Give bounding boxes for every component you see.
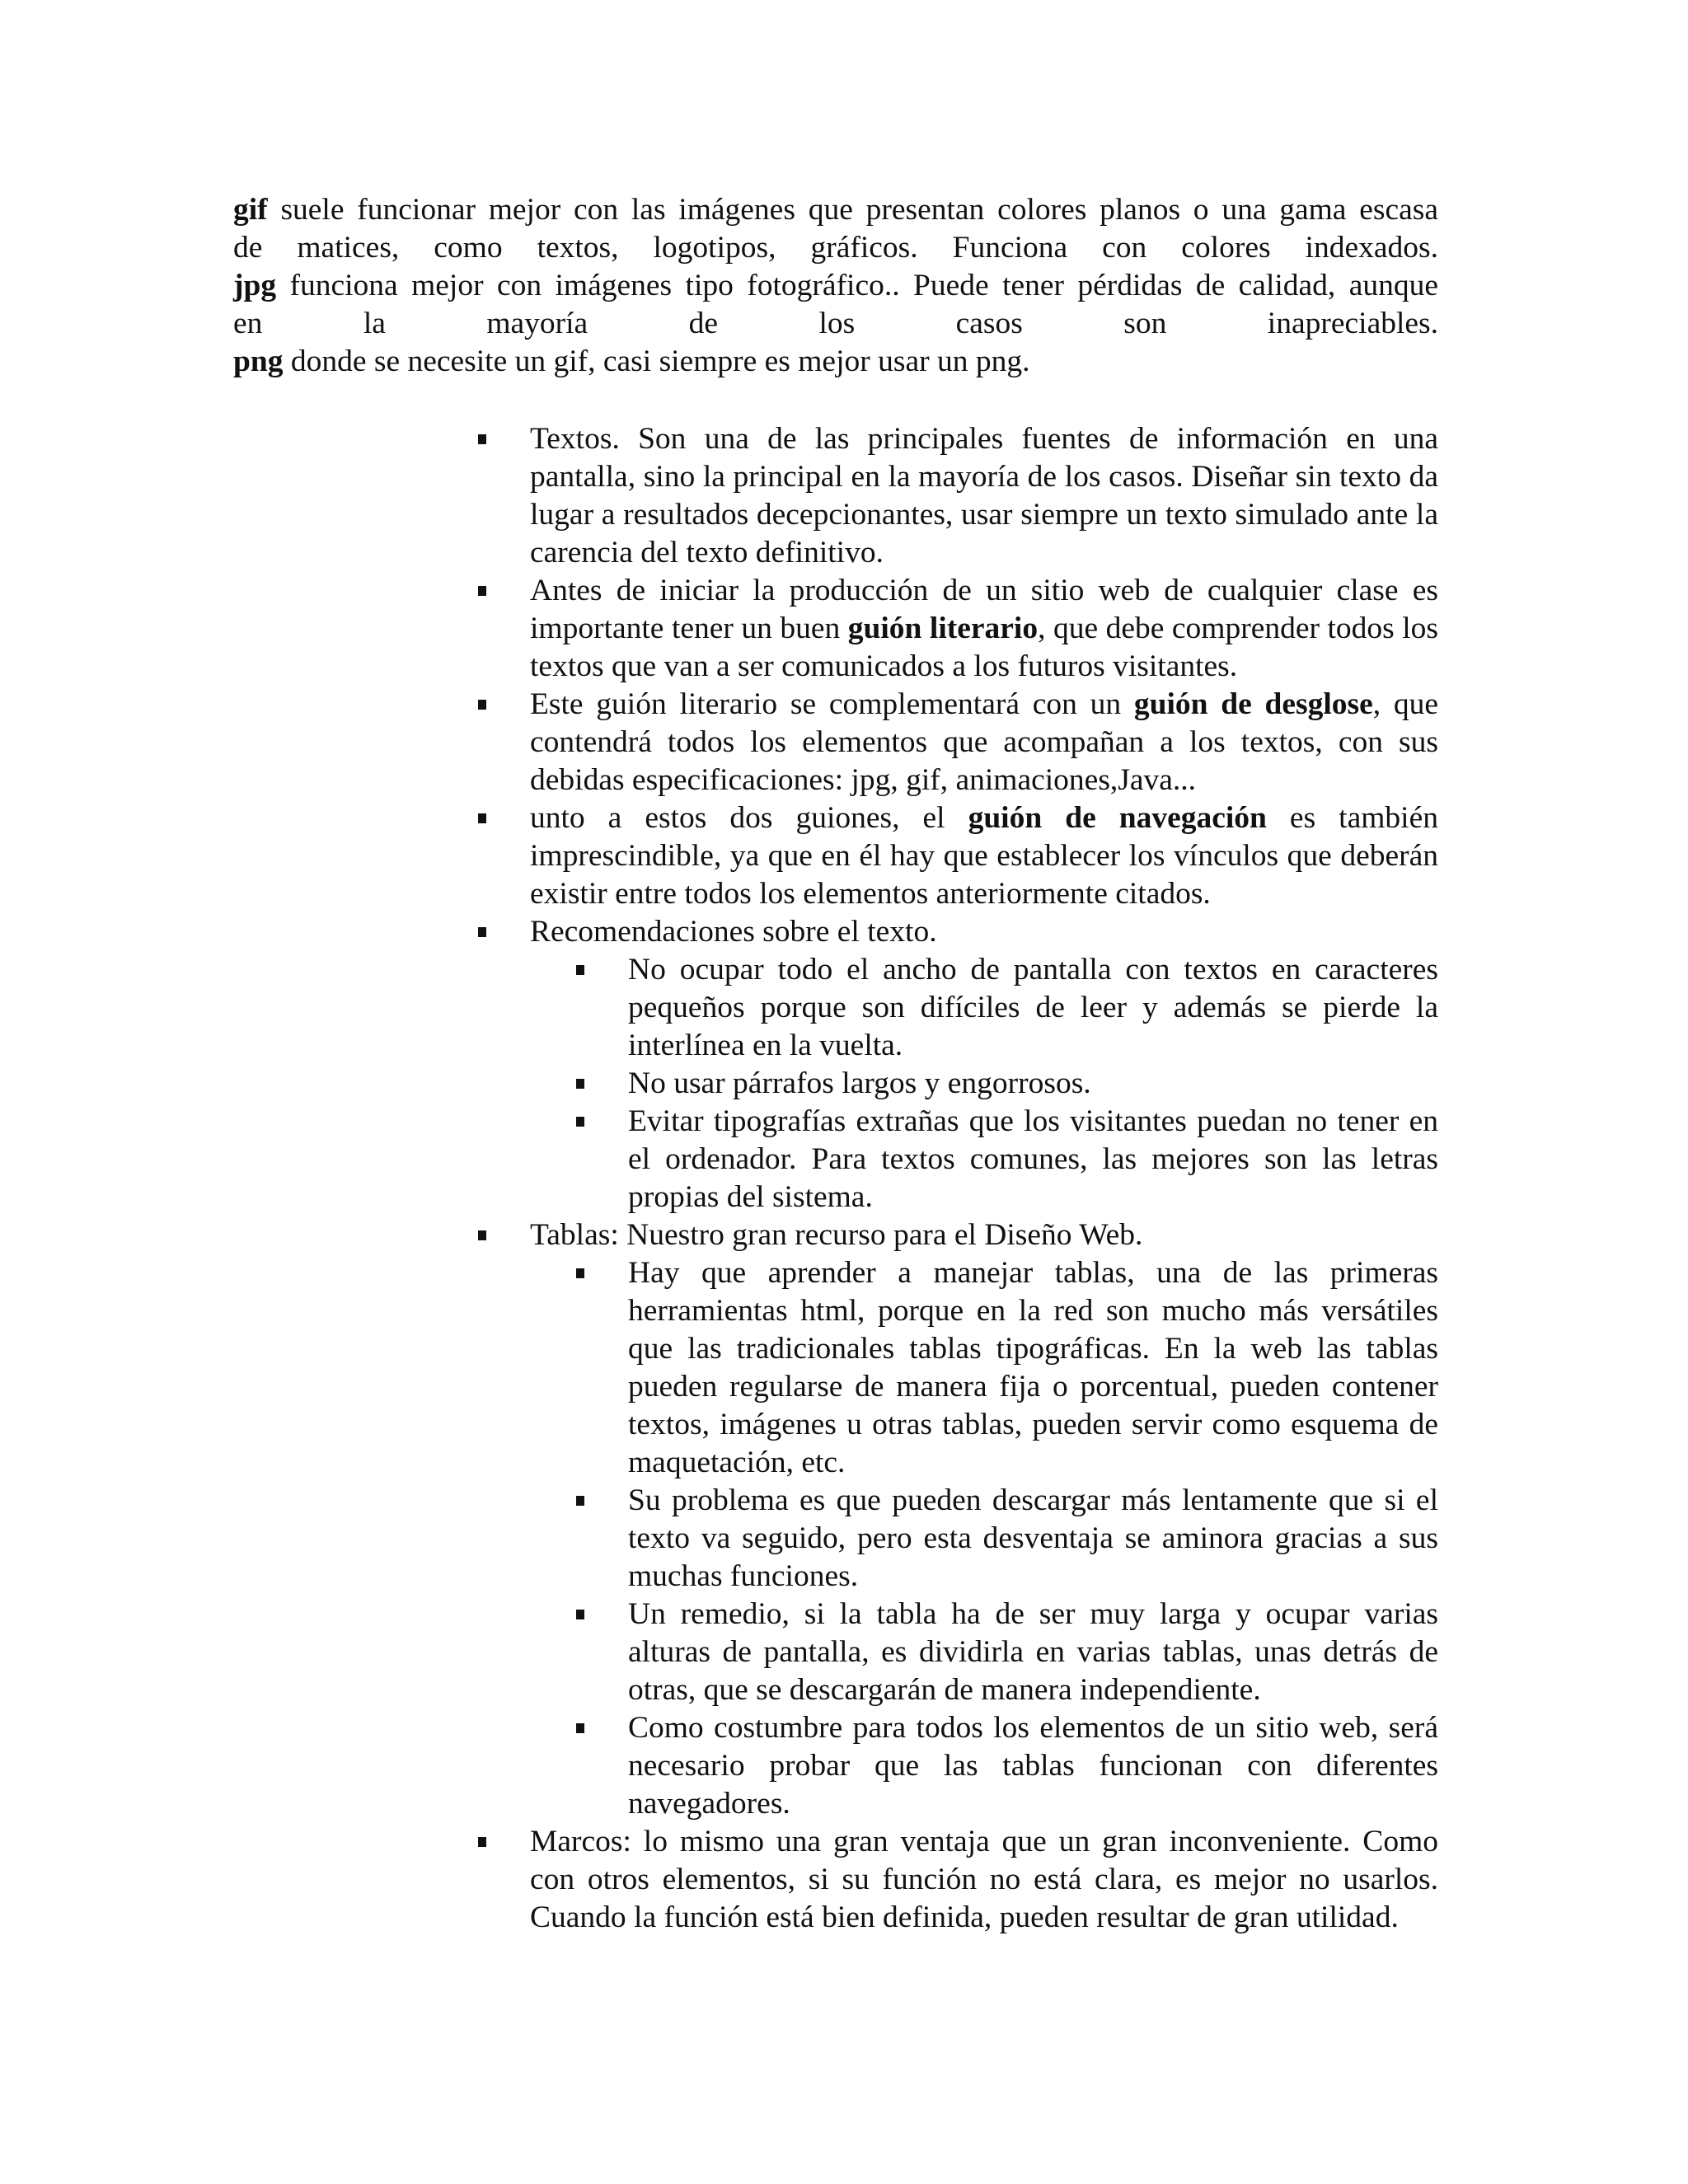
item-text: Recomendaciones sobre el texto. xyxy=(530,915,937,949)
list-item-guion-desglose xyxy=(478,686,1438,799)
jpg-label: jpg xyxy=(233,269,277,302)
square-bullet-icon xyxy=(576,1117,584,1127)
tablas-sublist xyxy=(530,1254,1438,1823)
sublist-item xyxy=(576,1482,1438,1596)
item-text-before: Antes de iniciar la producción de un sitio web de cualquier clase es importante tener un buen xyxy=(530,574,1438,645)
item-text: Marcos: lo mismo una gran ventaja que un gran inconveniente. Como con otros elementos, si su función no está clara, es mejor no usarlos. Cuando la función está bien definida, pueden resultar de gran utilidad. xyxy=(530,1825,1438,1934)
gif-line-2: de matices, como textos, logotipos, gráficos. Funciona con colores indexados. xyxy=(233,231,1438,265)
item-text-after: es también imprescindible, ya que en él hay que establecer los vínculos que deberán existir entre todos los elementos anteriormente citados. xyxy=(530,801,1438,911)
subitem-text: Como costumbre para todos los elementos de un sitio web, será necesario probar que las tablas funcionan con diferentes navegadores. xyxy=(628,1711,1438,1821)
square-bullet-icon xyxy=(576,1496,584,1506)
item-text: Textos. Son una de las principales fuentes de información en una pantalla, sino la principal en la mayoría de los casos. Diseñar sin texto da lugar a resultados decepcionantes, usar siempre un texto simulado ante la carencia del texto definitivo. xyxy=(530,422,1438,569)
square-bullet-icon xyxy=(478,1837,486,1847)
gif-label: gif xyxy=(233,193,268,227)
square-bullet-icon xyxy=(576,1723,584,1733)
subitem-text: No ocupar todo el ancho de pantalla con textos en caracteres pequeños porque son difíciles de leer y además se pierde la interlínea en la vuelta. xyxy=(628,953,1438,1062)
sublist-item xyxy=(576,1254,1438,1482)
subitem-text: No usar párrafos largos y engorrosos. xyxy=(628,1066,1091,1100)
list-item-guion-literario xyxy=(478,572,1438,686)
square-bullet-icon xyxy=(576,1079,584,1089)
png-line xyxy=(233,343,1438,381)
gif-line-1 xyxy=(233,191,1438,229)
square-bullet-icon xyxy=(478,700,486,710)
sublist-item xyxy=(576,1709,1438,1823)
square-bullet-icon xyxy=(478,927,486,937)
subitem-text: Un remedio, si la tabla ha de ser muy larga y ocupar varias alturas de pantalla, es dividirla en varias tablas, unas detrás de otras, que se descargarán de manera independiente. xyxy=(628,1597,1438,1707)
square-bullet-icon xyxy=(576,965,584,975)
list-item-guion-navegacion xyxy=(478,799,1438,913)
sublist-item xyxy=(576,1103,1438,1216)
recomendaciones-sublist xyxy=(530,951,1438,1216)
image-formats-paragraph xyxy=(233,191,1438,381)
item-keyword: guión literario xyxy=(847,612,1039,645)
jpg-text-1: funciona mejor con imágenes tipo fotográfico.. Puede tener pérdidas de calidad, aunque xyxy=(276,269,1438,302)
item-text-after: , que debe comprender todos los textos que van a ser comunicados a los futuros visitantes. xyxy=(530,612,1438,683)
jpg-line-1 xyxy=(233,267,1438,305)
list-item-tablas xyxy=(478,1216,1438,1823)
gif-text-1: suele funcionar mejor con las imágenes que presentan colores planos o una gama escasa xyxy=(267,193,1438,227)
square-bullet-icon xyxy=(478,434,486,444)
item-text-before: Este guión literario se complementará con un xyxy=(530,687,1134,721)
item-text-before: unto a estos dos guiones, el xyxy=(530,801,968,835)
subitem-text: Evitar tipografías extrañas que los visitantes puedan no tener en el ordenador. Para textos comunes, las mejores son las letras propias del sistema. xyxy=(628,1104,1438,1214)
square-bullet-icon xyxy=(478,813,486,823)
square-bullet-icon xyxy=(576,1268,584,1278)
subitem-text: Su problema es que pueden descargar más lentamente que si el texto va seguido, pero esta desventaja se aminora gracias a sus muchas funciones. xyxy=(628,1483,1438,1593)
item-keyword: guión de desglose xyxy=(1133,687,1373,721)
item-text: Tablas: Nuestro gran recurso para el Diseño Web. xyxy=(530,1218,1143,1252)
list-item-recomendaciones xyxy=(478,913,1438,1216)
sublist-item xyxy=(576,951,1438,1065)
list-item-textos xyxy=(478,420,1438,572)
item-text-after: , que contendrá todos los elementos que acompañan a los textos, con sus debidas especificaciones: jpg, gif, animaciones,Java... xyxy=(530,687,1438,797)
main-bullet-list xyxy=(478,420,1438,1937)
subitem-text: Hay que aprender a manejar tablas, una de las primeras herramientas html, porque en la red son mucho más versátiles que las tradicionales tablas tipográficas. En la web las tablas pueden regularse de manera fija o porcentual, pueden contener textos, imágenes u otras tablas, pueden servir como esquema de maquetación, etc. xyxy=(628,1256,1438,1479)
png-label: png xyxy=(233,344,284,378)
square-bullet-icon xyxy=(576,1610,584,1619)
png-text: donde se necesite un gif, casi siempre es mejor usar un png. xyxy=(283,344,1030,378)
square-bullet-icon xyxy=(478,586,486,596)
jpg-line-2: en la mayoría de los casos son inapreciables. xyxy=(233,307,1438,340)
sublist-item xyxy=(576,1596,1438,1709)
square-bullet-icon xyxy=(478,1230,486,1240)
list-item-marcos xyxy=(478,1823,1438,1937)
sublist-item xyxy=(576,1065,1438,1103)
item-keyword: guión de navegación xyxy=(968,801,1267,835)
